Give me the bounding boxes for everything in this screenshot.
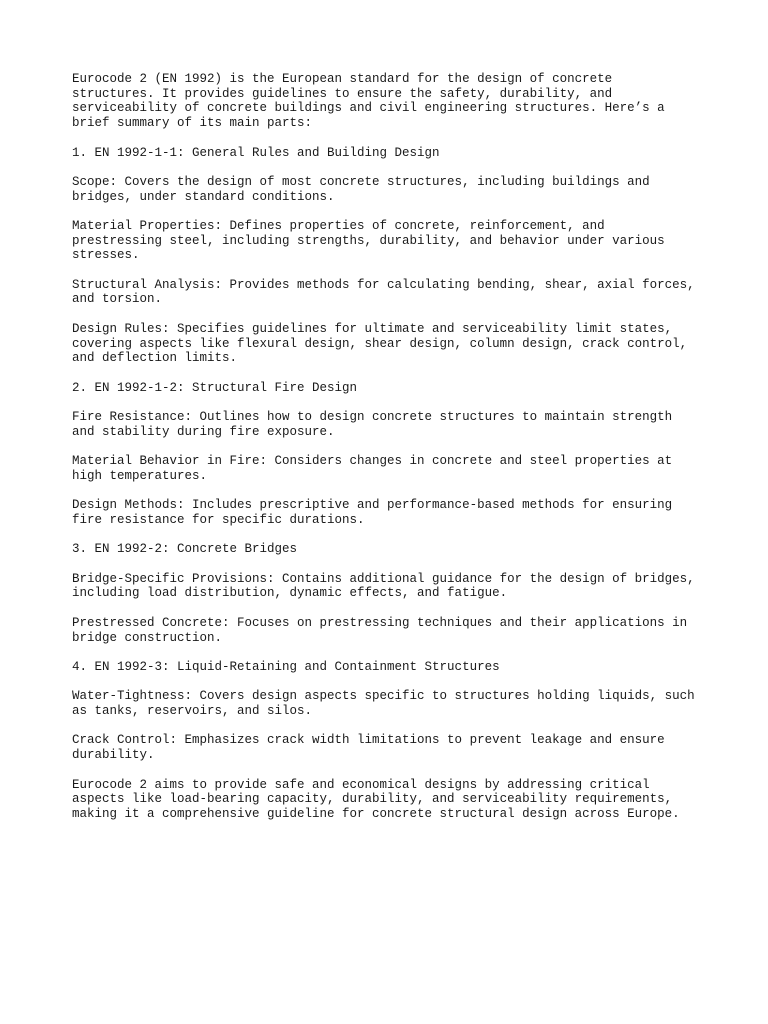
- text-line: Eurocode 2 aims to provide safe and economical designs by addressing critical: [72, 777, 650, 792]
- text-line: Fire Resistance: Outlines how to design concrete structures to maintain strength: [72, 410, 673, 425]
- text-line: Crack Control: Emphasizes crack width limitations to prevent leakage and ensure: [72, 733, 665, 748]
- intro-paragraph: [72, 72, 712, 131]
- section-heading-1: [72, 146, 712, 161]
- fire-resistance-paragraph: [72, 410, 712, 439]
- text-line: Structural Analysis: Provides methods for calculating bending, shear, axial forces,: [72, 277, 695, 292]
- water-tightness-paragraph: [72, 689, 712, 718]
- text-line: making it a comprehensive guideline for concrete structural design across Europe.: [72, 806, 680, 821]
- design-methods-paragraph: [72, 498, 712, 527]
- text-line: Material Behavior in Fire: Considers changes in concrete and steel properties at: [72, 454, 673, 469]
- text-line: structures. It provides guidelines to ensure the safety, durability, and: [72, 86, 613, 101]
- text-line: bridge construction.: [72, 630, 223, 645]
- text-line: and stability during fire exposure.: [72, 424, 335, 439]
- text-line: Material Properties: Defines properties of concrete, reinforcement, and: [72, 218, 605, 233]
- conclusion-paragraph: [72, 778, 712, 822]
- text-line: fire resistance for specific durations.: [72, 512, 365, 527]
- text-line: bridges, under standard conditions.: [72, 189, 335, 204]
- text-line: Prestressed Concrete: Focuses on prestressing techniques and their applications in: [72, 615, 688, 630]
- scope-paragraph: [72, 175, 712, 204]
- text-line: including load distribution, dynamic effects, and fatigue.: [72, 586, 508, 601]
- text-line: durability.: [72, 748, 155, 763]
- text-line: as tanks, reservoirs, and silos.: [72, 704, 313, 719]
- section-heading-3: [72, 542, 712, 557]
- material-behavior-fire-paragraph: [72, 454, 712, 483]
- text-line: prestressing steel, including strengths, durability, and behavior under various: [72, 233, 665, 248]
- section-heading-4: [72, 660, 712, 675]
- document-page: [72, 72, 712, 836]
- text-line: high temperatures.: [72, 468, 208, 483]
- section-heading-2: [72, 381, 712, 396]
- text-line: 4. EN 1992-3: Liquid-Retaining and Containment Structures: [72, 659, 500, 674]
- text-line: Bridge-Specific Provisions: Contains additional guidance for the design of bridges,: [72, 571, 695, 586]
- design-rules-paragraph: [72, 322, 712, 366]
- bridge-provisions-paragraph: [72, 572, 712, 601]
- text-line: serviceability of concrete buildings and civil engineering structures. Here’s a: [72, 101, 665, 116]
- text-line: Scope: Covers the design of most concrete structures, including buildings and: [72, 174, 650, 189]
- text-line: 1. EN 1992-1-1: General Rules and Building Design: [72, 145, 440, 160]
- text-line: covering aspects like flexural design, shear design, column design, crack control,: [72, 336, 688, 351]
- prestressed-concrete-paragraph: [72, 616, 712, 645]
- text-line: Design Methods: Includes prescriptive and performance-based methods for ensuring: [72, 498, 673, 513]
- text-line: brief summary of its main parts:: [72, 116, 313, 131]
- text-line: Eurocode 2 (EN 1992) is the European standard for the design of concrete: [72, 72, 613, 86]
- text-line: Water-Tightness: Covers design aspects specific to structures holding liquids, such: [72, 689, 695, 704]
- material-properties-paragraph: [72, 219, 712, 263]
- text-line: Design Rules: Specifies guidelines for ultimate and serviceability limit states,: [72, 321, 673, 336]
- crack-control-paragraph: [72, 733, 712, 762]
- text-line: aspects like load-bearing capacity, durability, and serviceability requirements,: [72, 792, 673, 807]
- text-line: stresses.: [72, 248, 140, 263]
- text-line: and torsion.: [72, 292, 163, 307]
- structural-analysis-paragraph: [72, 278, 712, 307]
- text-line: and deflection limits.: [72, 351, 238, 366]
- text-line: 2. EN 1992-1-2: Structural Fire Design: [72, 380, 358, 395]
- text-line: 3. EN 1992-2: Concrete Bridges: [72, 542, 298, 557]
